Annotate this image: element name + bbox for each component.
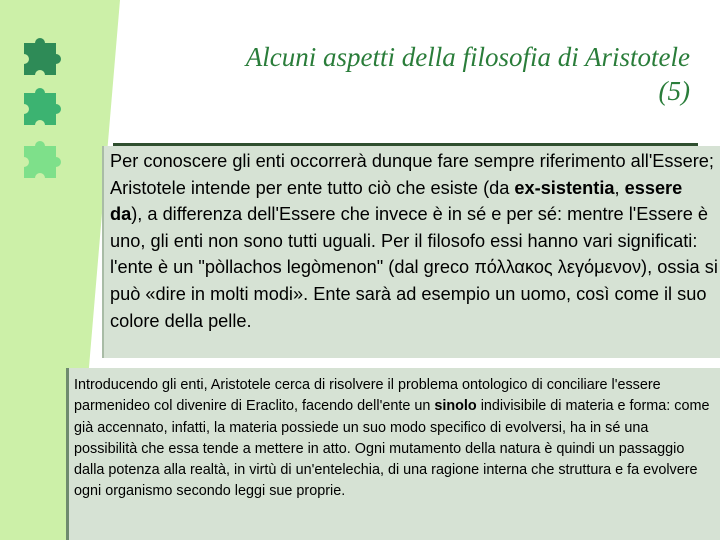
paragraph-1-text: , — [614, 177, 625, 198]
paragraph-1-text: Per conoscere gli enti occorrerà dunque fare sempre riferimento all'Essere; Aristotele intende per ente tutto ciò che esiste (da — [110, 151, 714, 198]
paragraph-2-text: indivisibile di materia e forma: come già accennato, infatti, la materia possiede un suo modo specifico di evolversi, ha in sé una possibilità che essa tende a mettere in atto. Ogni mutamento della natura è quindi un passaggio dalla potenza alla realtà, in virtù di un'entelechia, di una ragione interna che struttura e fa evolvere ogni organismo secondo leggi sue proprie. — [74, 398, 710, 500]
paragraph-2-text: Introducendo gli enti, Aristotele cerca di risolvere il problema ontologico di conciliare l'essere parmenideo col divenire di Eraclito, facendo dell'ente un — [74, 377, 661, 415]
page-title — [130, 40, 690, 108]
paragraph-1-bold-term: ex-sistentia — [514, 177, 615, 198]
puzzle-piece-icon — [18, 85, 62, 129]
title-line-1: Alcuni aspetti della filosofia di Aristotele — [245, 42, 690, 72]
paragraph-2-bold-term: sinolo — [434, 398, 477, 415]
paragraph-1 — [110, 148, 718, 334]
paragraph-2 — [74, 375, 714, 503]
puzzle-piece-icon — [18, 35, 62, 79]
paragraph-1-text: ), a differenza dell'Essere che invece è in sé e per sé: mentre l'Essere è uno, gli enti non sono tutti uguali. Per il filosofo essi hanno vari significati: l'ente è un "pòllachos legòmenon" (dal greco πόλλακος λεγόμενον), ossia si può «dire in molti modi». Ente sarà ad esempio un uomo, così come il suo colore della pelle. — [110, 204, 718, 331]
paragraph-1-bold-term: essere da — [110, 177, 683, 225]
panel-1-border — [102, 146, 104, 358]
title-line-2: (5) — [658, 76, 690, 106]
panel-2-border — [66, 368, 69, 540]
puzzle-piece-icon — [18, 138, 62, 182]
